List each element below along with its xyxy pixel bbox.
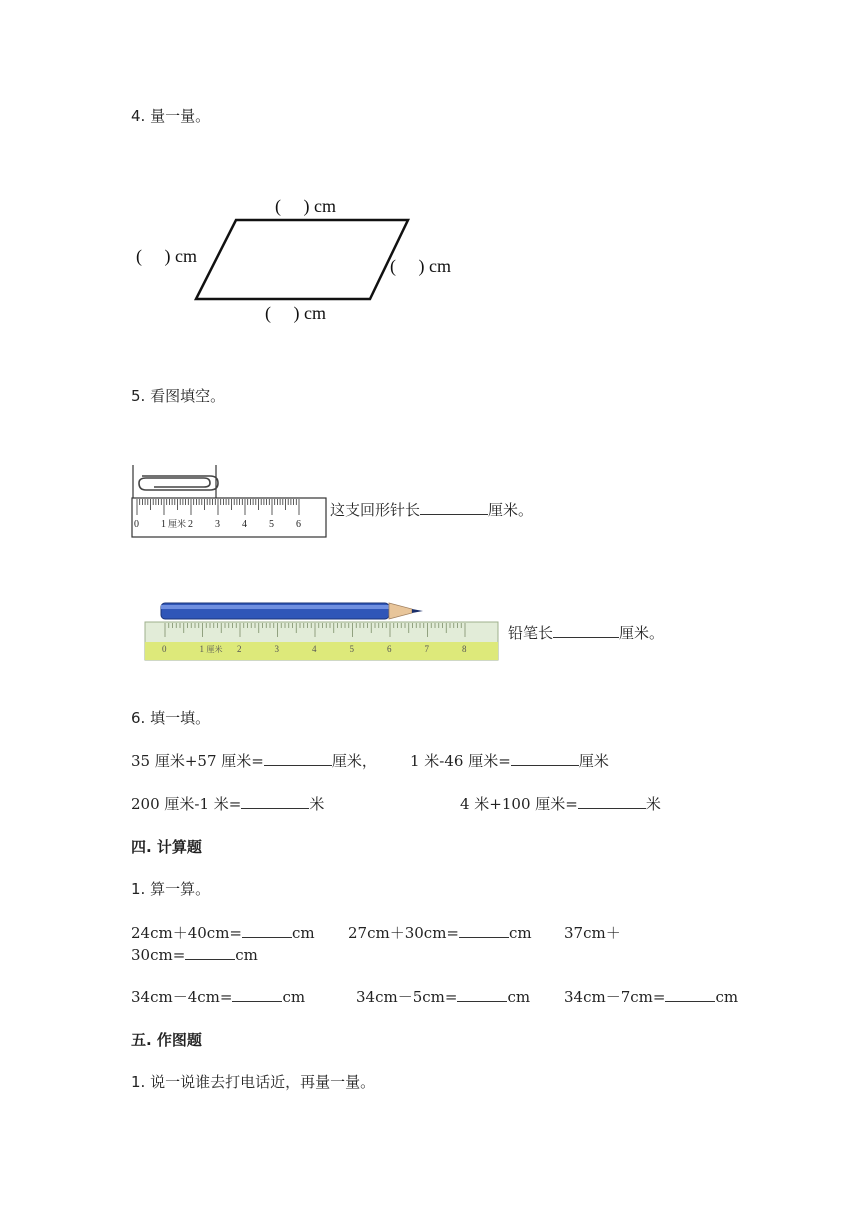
calc-item-2 <box>348 923 532 943</box>
q6-item-4 <box>460 794 661 814</box>
calc-item-1-expr: 24cm＋40cm= <box>131 924 242 942</box>
q6-item-2-blank[interactable] <box>511 751 579 766</box>
ruler-tick-label: 4 <box>312 644 317 654</box>
calc-item-4-blank[interactable] <box>232 987 282 1002</box>
ruler-tick-label: 0 <box>162 644 167 654</box>
calc-item-1-unit: cm <box>292 924 315 942</box>
q4-title: 4. 量一量。 <box>131 107 211 125</box>
pencil-ruler-figure <box>140 598 505 664</box>
ruler-tick-label: 3 <box>215 519 220 530</box>
clip-answer-blank[interactable] <box>420 500 488 515</box>
clip-text-b: 厘米。 <box>488 501 534 519</box>
clip-question <box>330 500 533 520</box>
ruler-tick-label: 2 <box>188 519 193 530</box>
q6-item-4-unit: 米 <box>645 795 661 813</box>
calc-item-2-unit: cm <box>509 924 532 942</box>
top-side-label: ( ) cm <box>275 196 336 216</box>
q6-title: 6. 填一填。 <box>131 709 211 727</box>
calc-item-5-unit: cm <box>507 988 531 1006</box>
ruler-unit-label: 厘米 <box>168 519 187 529</box>
left-side-label: ( ) cm <box>136 246 197 266</box>
q5-title: 5. 看图填空。 <box>131 387 226 405</box>
calc-item-5-blank[interactable] <box>457 987 507 1002</box>
ruler-tick-label: 6 <box>296 519 301 530</box>
parallelogram-shape <box>196 220 408 299</box>
q6-item-3-blank[interactable] <box>241 794 309 809</box>
ruler-tick-label: 3 <box>274 644 279 654</box>
q6-item-2-expr: 1 米-46 厘米= <box>410 752 511 770</box>
calc-item-4-expr: 34cm－4cm= <box>131 988 233 1006</box>
calc-item-3-cont <box>131 945 258 965</box>
calc-item-6-unit: cm <box>715 988 739 1006</box>
pencil-answer-blank[interactable] <box>553 623 619 638</box>
calc-item-4-unit: cm <box>282 988 306 1006</box>
right-side-label: ( ) cm <box>390 256 451 276</box>
pencil-icon <box>161 603 423 619</box>
section4-q1-title: 1. 算一算。 <box>131 880 211 898</box>
section5-q1-title: 1. 说一说谁去打电话近，再量一量。 <box>131 1073 376 1091</box>
calc-item-5 <box>356 987 530 1007</box>
calc-item-6 <box>564 987 738 1007</box>
bottom-side-label: ( ) cm <box>265 303 326 323</box>
ruler-tick-label: 7 <box>424 644 429 654</box>
q6-item-4-blank[interactable] <box>578 794 646 809</box>
pencil-text-b: 厘米。 <box>619 624 665 642</box>
q6-item-3 <box>131 794 324 814</box>
ruler-tick-label: 2 <box>237 644 242 654</box>
pencil-ruler-band <box>145 642 498 660</box>
ruler-tick-label: 1 <box>161 519 166 530</box>
ruler-unit-label: 厘米 <box>206 645 223 654</box>
ruler-tick-label: 1 <box>199 644 204 654</box>
parallelogram-figure <box>120 185 500 330</box>
section4-title: 四. 计算题 <box>131 838 202 856</box>
calc-item-1-blank[interactable] <box>242 923 292 938</box>
q6-item-1-unit: 厘米， <box>331 752 377 770</box>
calc-item-3-expr: 37cm＋ <box>564 924 621 942</box>
pencil-question <box>508 623 664 643</box>
q6-item-1-blank[interactable] <box>264 751 332 766</box>
calc-item-4 <box>131 987 305 1007</box>
paperclip-ruler-figure <box>130 465 330 541</box>
ruler-tick-label: 5 <box>269 519 274 530</box>
calc-item-2-blank[interactable] <box>459 923 509 938</box>
ruler-tick-label: 6 <box>387 644 392 654</box>
ruler-tick-label: 8 <box>462 644 467 654</box>
calc-item-6-blank[interactable] <box>665 987 715 1002</box>
ruler-tick-label: 4 <box>242 519 247 530</box>
clip-text-a: 这支回形针长 <box>330 501 421 519</box>
pencil-text-a: 铅笔长 <box>508 624 554 642</box>
section5-title: 五. 作图题 <box>131 1031 202 1049</box>
calc-item-3-unit: cm <box>235 946 258 964</box>
calc-item-3 <box>564 923 621 943</box>
calc-item-6-expr: 34cm－7cm= <box>564 988 666 1006</box>
paperclip-icon <box>139 476 218 490</box>
ruler-tick-label: 5 <box>349 644 354 654</box>
calc-item-3-expr-cont: 30cm= <box>131 946 186 964</box>
q6-item-1-expr: 35 厘米+57 厘米= <box>131 752 264 770</box>
calc-item-1 <box>131 923 315 943</box>
q6-item-3-unit: 米 <box>309 795 325 813</box>
calc-item-3-blank[interactable] <box>185 945 235 960</box>
calc-item-5-expr: 34cm－5cm= <box>356 988 458 1006</box>
calc-item-2-expr: 27cm＋30cm= <box>348 924 459 942</box>
q6-item-4-expr: 4 米+100 厘米= <box>460 795 578 813</box>
q6-item-2-unit: 厘米 <box>578 752 609 770</box>
q6-item-3-expr: 200 厘米-1 米= <box>131 795 242 813</box>
ruler-tick-label: 0 <box>134 519 139 530</box>
q6-item-1 <box>131 751 377 771</box>
q6-item-2 <box>410 751 609 771</box>
